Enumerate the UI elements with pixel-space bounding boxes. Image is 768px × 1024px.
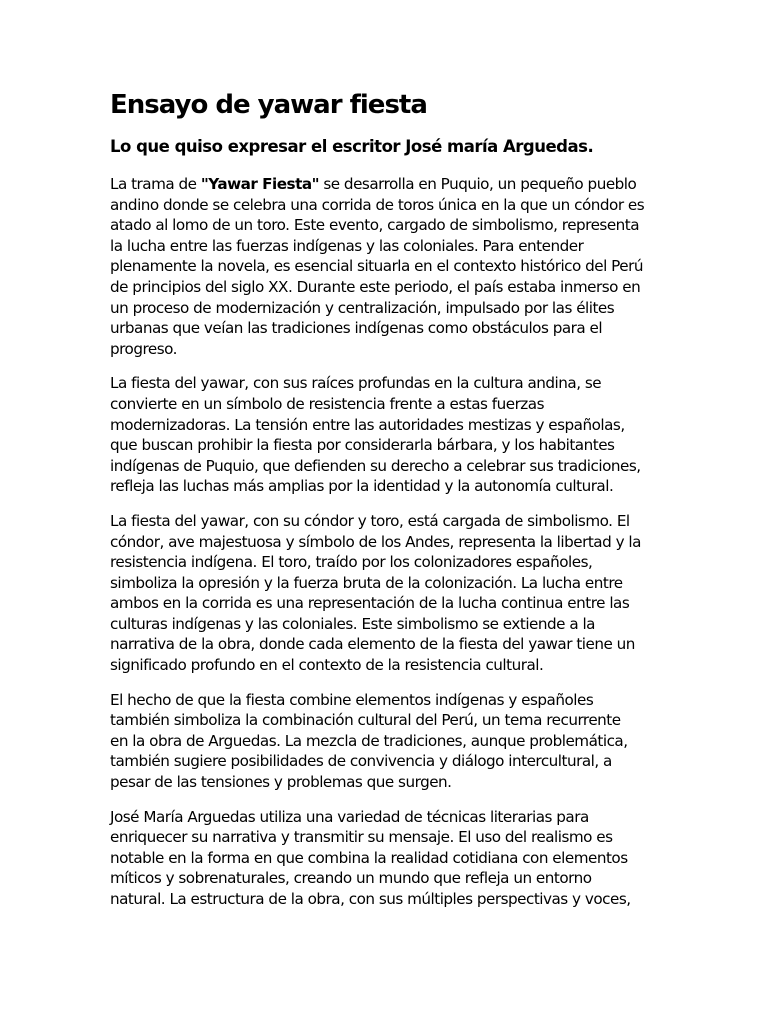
paragraph-line: que buscan prohibir la fiesta por considerarla bárbara, y los habitantes: [110, 436, 615, 455]
paragraph-line: modernizadoras. La tensión entre las autoridades mestizas y españolas,: [110, 415, 625, 434]
paragraph-line: indígenas de Puquio, que defienden su derecho a celebrar sus tradiciones,: [110, 456, 641, 475]
paragraph-line: notable en la forma en que combina la realidad cotidiana con elementos: [110, 848, 628, 867]
paragraph-line: refleja las luchas más amplias por la identidad y la autonomía cultural.: [110, 477, 614, 496]
book-title-bold: "Yawar Fiesta": [200, 175, 320, 193]
paragraph-line: en la obra de Arguedas. La mezcla de tradiciones, aunque problemática,: [110, 731, 628, 750]
paragraph-line: ambos en la corrida es una representación de la lucha continua entre las: [110, 594, 630, 613]
paragraph-line: pesar de las tensiones y problemas que surgen.: [110, 773, 452, 792]
paragraph-line: cóndor, ave majestuosa y símbolo de los Andes, representa la libertad y la: [110, 532, 641, 551]
text-run: se desarrolla en Puquio, un pequeño pueblo: [319, 175, 637, 193]
paragraph-line: natural. La estructura de la obra, con sus múltiples perspectivas y voces,: [110, 890, 631, 908]
paragraph-line: narrativa de la obra, donde cada elemento de la fiesta del yawar tiene un: [110, 635, 635, 654]
paragraph-line: convierte en un símbolo de resistencia frente a estas fuerzas: [110, 394, 545, 413]
paragraph-line: un proceso de modernización y centralización, impulsado por las élites: [110, 298, 615, 317]
paragraph-line: la lucha entre las fuerzas indígenas y las coloniales. Para entender: [110, 236, 584, 255]
paragraph-line: José María Arguedas utiliza una variedad de técnicas literarias para: [110, 807, 589, 826]
paragraph-line: simboliza la opresión y la fuerza bruta de la colonización. La lucha entre: [110, 573, 623, 592]
paragraph-line: significado profundo en el contexto de la resistencia cultural.: [110, 656, 544, 675]
paragraph-line: plenamente la novela, es esencial situarla en el contexto histórico del Perú: [110, 257, 644, 276]
paragraph-line: [110, 174, 658, 195]
paragraph-line: también simboliza la combinación cultural del Perú, un tema recurrente: [110, 711, 621, 730]
paragraph-line: enriquecer su narrativa y transmitir su mensaje. El uso del realismo es: [110, 828, 613, 847]
paragraph-line: también sugiere posibilidades de convivencia y diálogo intercultural, a: [110, 752, 612, 771]
paragraph-line: progreso.: [110, 339, 178, 358]
paragraph-line: El hecho de que la fiesta combine elementos indígenas y españoles: [110, 690, 594, 709]
paragraph-line: urbanas que veían las tradiciones indígenas como obstáculos para el: [110, 319, 603, 338]
paragraph-4: [110, 690, 658, 793]
paragraph-line: andino donde se celebra una corrida de toros única en la que un cóndor es: [110, 195, 645, 214]
paragraph-line: culturas indígenas y las coloniales. Este simbolismo se extiende a la: [110, 614, 595, 633]
document-content: [110, 88, 658, 924]
paragraph-line: La fiesta del yawar, con su cóndor y toro, está cargada de simbolismo. El: [110, 511, 630, 530]
document-title: Ensayo de yawar fiesta: [110, 90, 427, 120]
paragraph-line: míticos y sobrenaturales, creando un mundo que refleja un entorno: [110, 869, 592, 888]
text-run: La trama de: [110, 175, 201, 193]
paragraph-line: de principios del siglo XX. Durante este periodo, el país estaba inmerso en: [110, 277, 641, 296]
paragraph-3: [110, 511, 658, 676]
paragraph-line: La fiesta del yawar, con sus raíces profundas en la cultura andina, se: [110, 374, 602, 393]
document-subtitle: Lo que quiso expresar el escritor José maría Arguedas.: [110, 137, 594, 156]
paragraph-line: resistencia indígena. El toro, traído por los colonizadores españoles,: [110, 553, 593, 572]
paragraph-1: [110, 174, 658, 359]
paragraph-2: [110, 373, 658, 497]
paragraph-line: atado al lomo de un toro. Este evento, cargado de simbolismo, representa: [110, 216, 640, 235]
paragraph-5: [110, 807, 658, 910]
